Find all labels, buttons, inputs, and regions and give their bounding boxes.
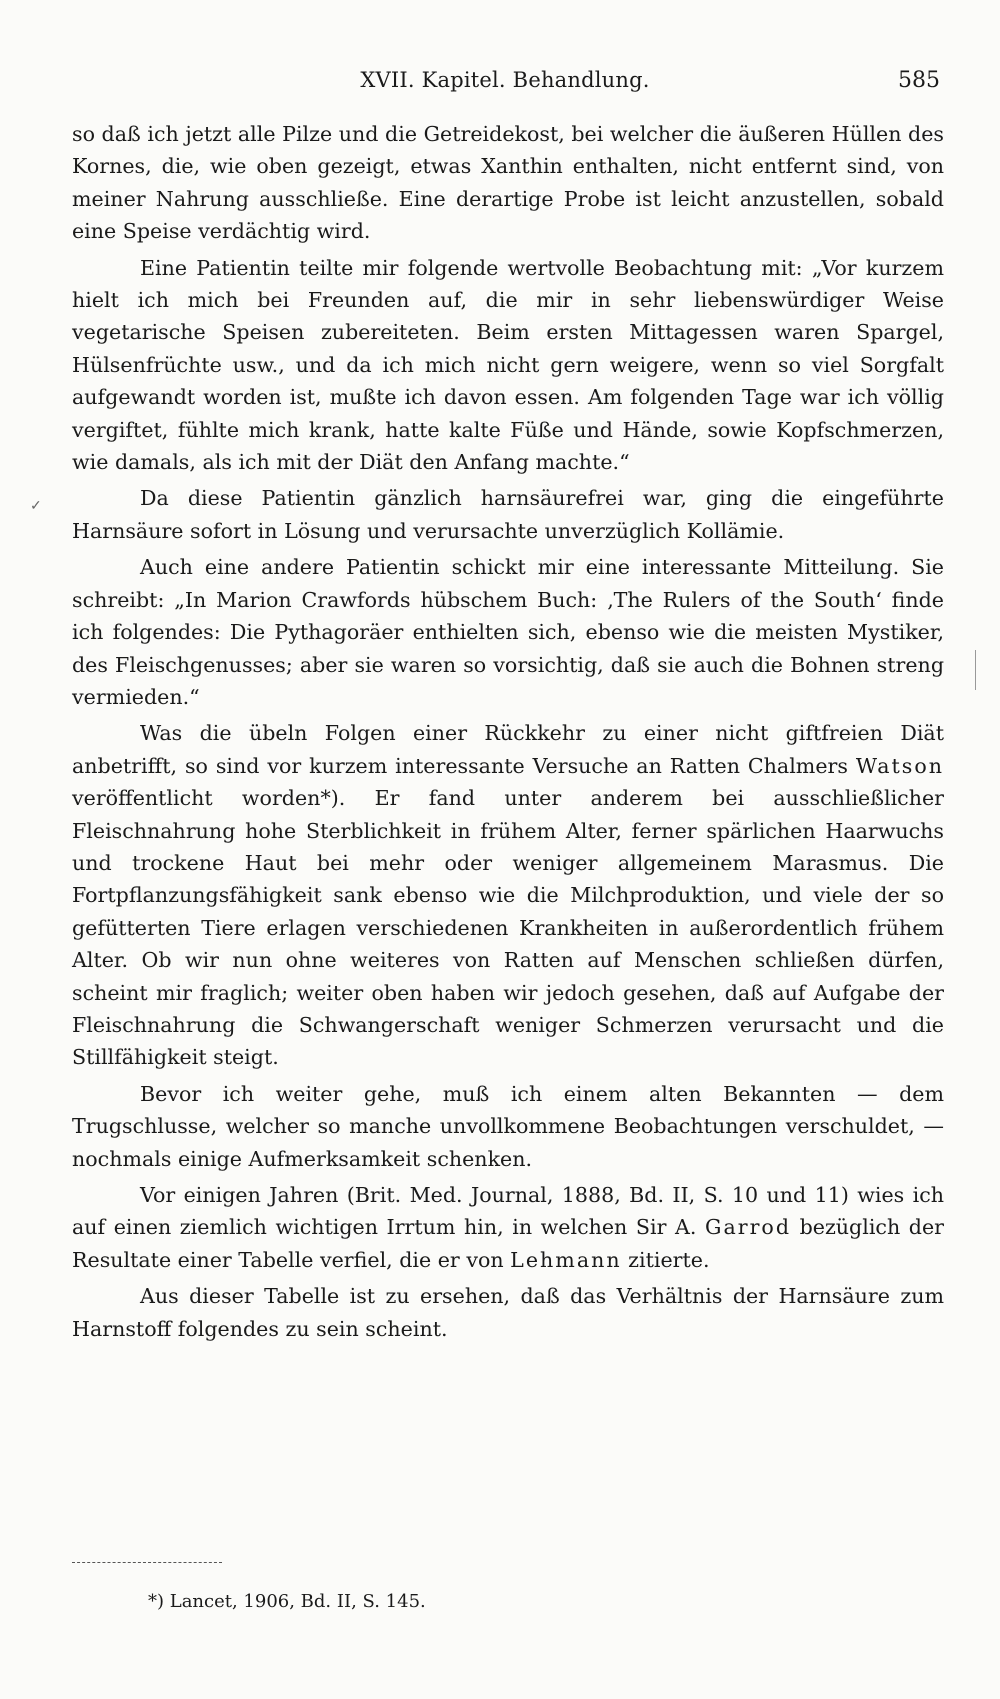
paragraph-7-text-c: zitierte. [621, 1247, 710, 1272]
paragraph-7-text-b: bezüglich der Resultate einer Tabelle verfiel, die er von [72, 1215, 944, 1272]
page-header [70, 68, 940, 104]
paragraph-1: so daß ich jetzt alle Pilze und die Getreidekost, bei welcher die äußeren Hüllen des Kornes, die, wie oben gezeigt, etwas Xanthin enthalten, nicht entfernt sind, von meiner Nahrung ausschließe. Eine derartige Probe ist leicht anzustellen, sobald eine Speise verdächtig wird. [72, 122, 944, 244]
running-head: XVII. Kapitel. Behandlung. [360, 68, 650, 92]
footnote-rule [72, 1562, 222, 1563]
footnote: *) Lancet, 1906, Bd. II, S. 145. [148, 1591, 426, 1612]
paragraph-2: Eine Patientin teilte mir folgende wertvolle Beobachtung mit: „Vor kurzem hielt ich mich bei Freunden auf, die mir in sehr liebenswürdiger Weise vegetarische Speisen zubereiteten. Beim ersten Mittagessen waren Spargel, Hülsenfrüchte usw., und da ich mich nicht gern weigere, wenn so viel Sorgfalt aufgewandt worden ist, mußte ich davon essen. Am folgenden Tage war ich völlig vergiftet, fühlte mich krank, hatte kalte Füße und Hände, sowie Kopfschmerzen, wie damals, als ich mit der Diät den Anfang machte.“ [72, 255, 944, 475]
page-number: 585 [898, 68, 940, 93]
paragraph-8: Aus dieser Tabelle ist zu ersehen, daß das Verhältnis der Harnsäure zum Harnstoff folgendes zu sein scheint. [72, 1284, 944, 1341]
author-name-watson: Watson [855, 753, 944, 778]
paragraph-5 [72, 717, 944, 1073]
paragraph-6: Bevor ich weiter gehe, muß ich einem alten Bekannten — dem Trugschlusse, welcher so manche unvollkommene Beobachtungen verschuldet, — nochmals einige Aufmerksamkeit schenken. [72, 1081, 944, 1171]
paragraph-5-text-a: Was die übeln Folgen einer Rückkehr zu einer nicht giftfreien Diät anbetrifft, so sind vor kurzem interessante Versuche an Ratten Chalmers [72, 721, 944, 778]
paragraph-4: Auch eine andere Patientin schickt mir eine interessante Mitteilung. Sie schreibt: „In Marion Crawfords hübschem Buch: ‚The Rulers of the South‘ finde ich folgendes: Die Pythagoräer enthielten sich, ebenso wie die meisten Mystiker, des Fleischgenusses; aber sie waren so vorsichtig, daß sie auch die Bohnen streng vermieden.“ [72, 555, 944, 709]
author-name-garrod: Garrod [705, 1215, 791, 1240]
author-name-lehmann: Lehmann [510, 1247, 622, 1272]
paragraph-5-text-b: veröffentlicht worden*). Er fand unter anderem bei ausschließlicher Fleischnahrung hohe Sterblichkeit in frühem Alter, ferner spärlichen Haarwuchs und trockene Haut bei mehr oder weniger allgemeinem Marasmus. Die Fortpflanzungsfähigkeit sank ebenso wie die Milchproduktion, und viele der so gefütterten Tiere erlagen verschiedenen Krankheiten in außerordentlich frühem Alter. Ob wir nun ohne weiteres von Ratten auf Menschen schließen dürfen, scheint mir fraglich; weiter oben haben wir jedoch gesehen, daß auf Aufgabe der Fleischnahrung die Schwangerschaft weniger Schmerzen verursacht und die Stillfähigkeit steigt. [72, 786, 944, 1070]
paragraph-3: Da diese Patientin gänzlich harnsäurefrei war, ging die eingeführte Harnsäure sofort in Lösung und verursachte unverzüglich Kollämie. [72, 486, 944, 543]
paragraph-7-text-a: Vor einigen Jahren (Brit. Med. Journal, 1888, Bd. II, S. 10 und 11) wies ich auf einen ziemlich wichtigen Irrtum hin, in welchen Sir A. [72, 1183, 944, 1240]
margin-line-mark [975, 650, 976, 690]
paragraph-7 [72, 1179, 944, 1276]
body-text [72, 118, 944, 1349]
margin-tick-mark: ✓ [30, 498, 42, 514]
